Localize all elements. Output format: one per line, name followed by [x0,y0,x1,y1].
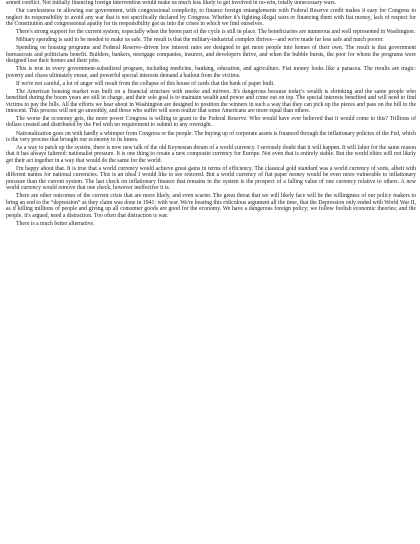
paragraph: The worse the economy gets, the more power Congress is willing to grant to the Federal Reserve. Who would have ever believed that it would come to this? Trillions of dollars created and distributed by the Fed with no requirement to submit to any oversight. [6,116,416,129]
paragraph: The American housing market was built on a financial structure with smoke and mirrors. It's dangerous because today's wealth is shrinking and the same people who benefited during the boom years are still in charge, and their sole goal is to maintain wealth and power and come out on top. The special interests benefited and will need to find victims to pay the bills. All the efforts we hear about in Washington are designed to position the winners in such a way that they can pick up the pieces and pass on the bill to the innocent. This process will not go smoothly, and those who suffer will soon realize that some Americans are more equal than others. [6,88,416,114]
paragraph: Military spending is said to be needed to make us safe. The result is that the military-industrial complex thrives—and we're made far less safe and much poorer. [16,37,384,44]
paragraph: I'm happy about that. It is true that a world currency would achieve great gains in terms of efficiency. The classical gold standard was a world currency of sorts, albeit with different names for national currencies. This is an ideal I would like to see restored. But a world currency of fiat paper money would be even more vulnerable to inflationary pressure than the current system. The last check on inflationary finance that remains in the system is the prospect of a falling value of one currency relative to others. A new world currency would remove that one check, however ineffective it is. [6,165,416,192]
paragraph: There are other outcomes of the current crisis that are more likely, and even scarier. The great threat that we will likely face will be the willingness of our policy makers to bring an end to the “depression” as they claim was done in 1941: with war. We're hearing this ridiculous argument all the time, that the Depression only ended with World War II, as if killing millions of people and giving up all consumer goods are good for the economy. We have a dangerous foreign policy; we follow foolish economic theories; and the people, it's argued, need a distraction. Too often that distraction is war. [6,193,416,219]
paragraph: Spending on housing programs and Federal Reserve–driven low interest rates are designed to get more people into homes of their own. The result is that government bureaucrats and politicians benefit. Builders, bankers, mortgage companies, insurers, and developers thrive, and when the bubble bursts, the poor for whom the programs were designed lose their homes and their jobs. [6,45,416,64]
paragraph: There is a much better alternative. [16,220,95,227]
paragraph: Our carelessness in allowing our government, with congressional complicity, to finance foreign entanglements with Federal Reserve credit makes it easy for Congress to neglect its responsibility to avoid any war that is not specifically declared by Congress. Whether it's fighting illegal wars or financing them with fiat money, lack of respect for the Constitution and congressional apathy for its responsibility got us into the crises in which we find ourselves. [6,8,416,27]
paragraph: As a way to patch up the system, there is now new talk of the old Keynesian dream of a world currency. I seriously doubt that it will happen. It will falter for the same reason that it has always faltered: nationalist pressure. It is one thing to create a new composite currency for Europe. Not even that is entirely stable. But the world elites will not likely get their act together in a way that would do the same for the world. [6,145,416,164]
paragraph: If we're not careful, a lot of anger will result from the collapse of this house of cards that the bank of paper built. [16,80,275,87]
paragraph: armed conflict. Not initially financing foreign intervention would make us much less likely to get involved in no-win, totally unnecessary wars. [6,0,337,6]
paragraph: This is true in every government-subsidized program, including medicine, banking, education, and agriculture. Fiat money looks like a panacea. The results are tragic: poverty and chaos ultimately ensue, and powerful special interests demand a bailout from the victims. [6,66,416,79]
paragraph: There's strong support for the current system, especially when the boom part of the cycle is still in place. The beneficiaries are numerous and well represented in Washington. [16,29,416,35]
paragraph: Nationalization goes on with hardly a whimper from Congress or the people. The buying up of corporate assets is financed through the inflationary policies of the Fed, which is the very process that brought our economy to its knees. [6,130,416,143]
book-page-text [6,0,416,229]
